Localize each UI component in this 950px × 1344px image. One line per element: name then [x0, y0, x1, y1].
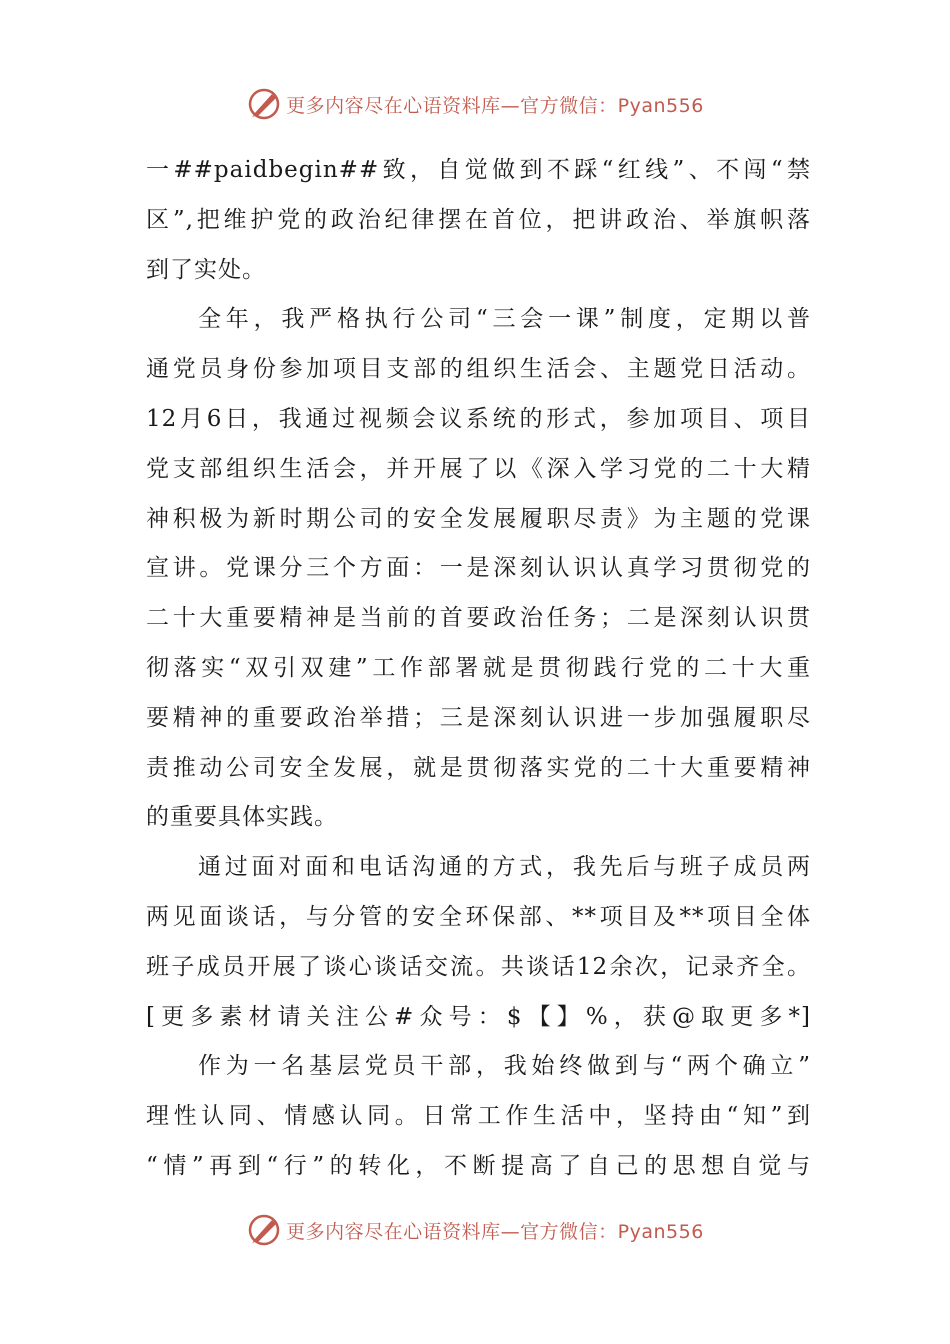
text-line: 全年，我严格执行公司“三会一课”制度，定期以普 — [198, 306, 811, 333]
footer-watermark-text: 更多内容尽在心语资料库—官方微信：Pyan556 — [286, 1220, 704, 1243]
header-watermark-text: 更多内容尽在心语资料库—官方微信：Pyan556 — [286, 94, 704, 117]
text-line: 党支部组织生活会，并开展了以《深入学习党的二十大精 — [146, 455, 811, 482]
text-line: 班子成员开展了谈心谈话交流。共谈话12余次，记录齐全。 — [146, 953, 811, 980]
text-line: 到了实处。 — [146, 256, 266, 283]
text-line: 责推动公司安全发展，就是贯彻落实党的二十大重要精神 — [146, 754, 811, 781]
document-body — [146, 146, 811, 1192]
text-line: “情”再到“行”的转化，不断提高了自己的思想自觉与 — [146, 1152, 811, 1179]
text-line: 宣讲。党课分三个方面：一是深刻认识认真学习贯彻党的 — [146, 555, 811, 582]
pen-logo-icon — [246, 86, 282, 122]
text-line: 神积极为新时期公司的安全发展履职尽责》为主题的党课 — [146, 505, 811, 532]
text-line: 的重要具体实践。 — [146, 804, 338, 831]
text-line: [更多素材请关注公#众号：$【】%，获@取更多*] — [146, 1003, 811, 1030]
text-line: 要精神的重要政治举措；三是深刻认识进一步加强履职尽 — [146, 704, 811, 731]
text-line: 二十大重要精神是当前的首要政治任务；二是深刻认识贯 — [146, 605, 811, 632]
text-line: 两见面谈话，与分管的安全环保部、**项目及**项目全体 — [146, 903, 811, 930]
text-line: 理性认同、情感认同。日常工作生活中，坚持由“知”到 — [146, 1103, 811, 1130]
text-line: 通党员身份参加项目支部的组织生活会、主题党日活动。 — [146, 356, 811, 383]
pen-logo-icon — [246, 1212, 282, 1248]
text-line: 区”,把维护党的政治纪律摆在首位，把讲政治、举旗帜落 — [146, 206, 811, 233]
text-line: 一##paidbegin##致，自觉做到不踩“红线”、不闯“禁 — [146, 157, 811, 183]
text-line: 作为一名基层党员干部，我始终做到与“两个确立” — [198, 1053, 811, 1080]
header-watermark-banner — [0, 84, 950, 124]
text-line: 彻落实“双引双建”工作部署就是贯彻践行党的二十大重 — [146, 654, 811, 681]
text-line: 通过面对面和电话沟通的方式，我先后与班子成员两 — [198, 854, 811, 881]
text-line: 12月6日，我通过视频会议系统的形式，参加项目、项目 — [146, 405, 811, 432]
footer-watermark-banner — [0, 1210, 950, 1250]
